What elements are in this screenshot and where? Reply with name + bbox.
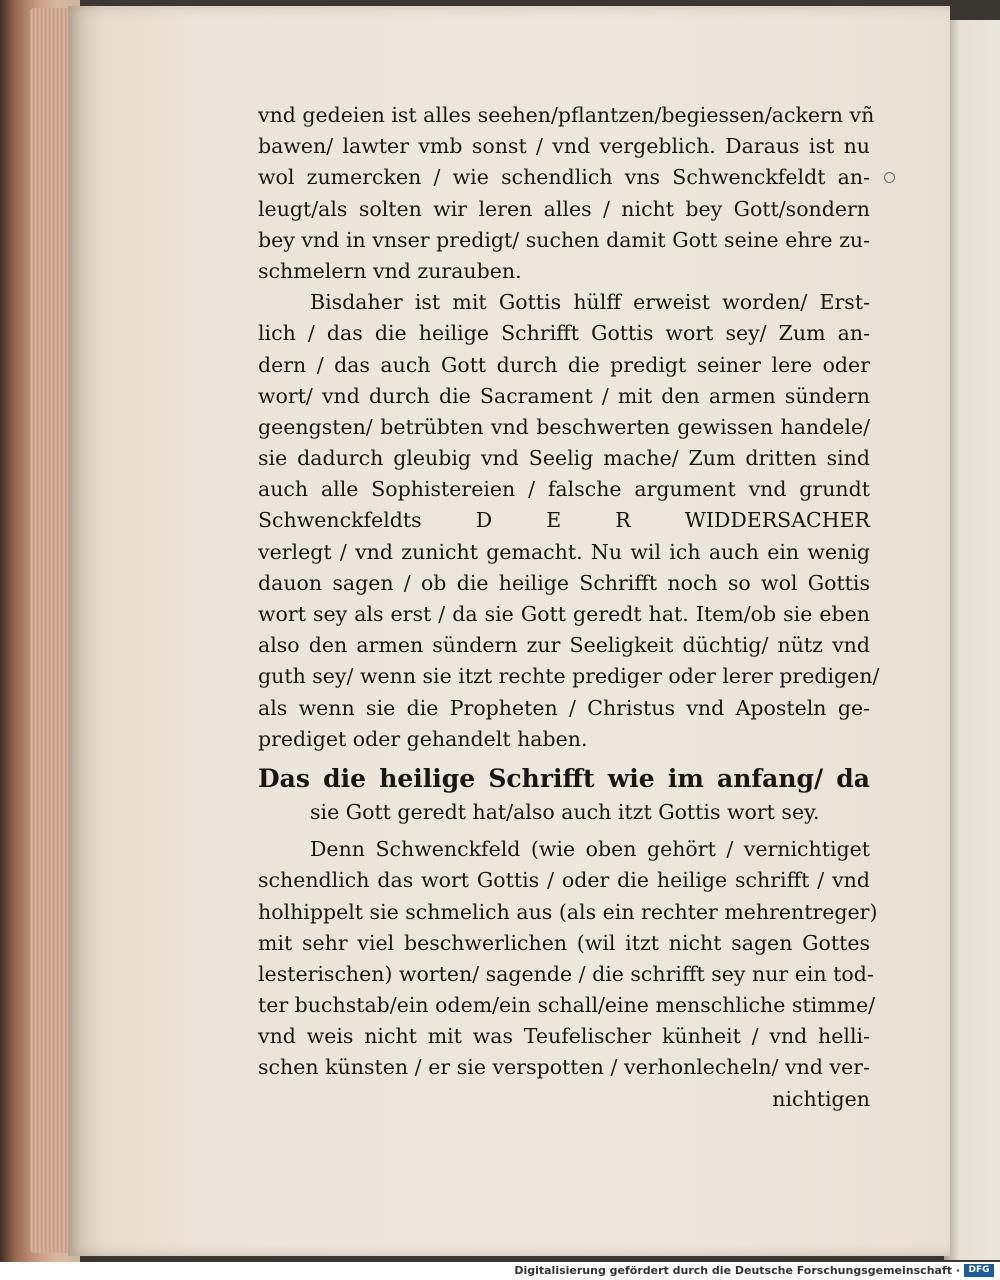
text-line: leugt/als solten wir leren alles / nicht bey Gott/sondern <box>258 196 870 221</box>
text-line: lesterischen) worten/ sagende / die schrifft sey nur ein tod- <box>258 961 874 986</box>
text-line: schendlich das wort Gottis / oder die heilige schrifft / vnd <box>258 868 870 893</box>
text-line: wort/ vnd durch die Sacrament / mit den armen sündern <box>258 383 870 408</box>
text-line: guth sey/ wenn sie itzt rechte prediger oder lerer predigen/ <box>258 664 880 689</box>
text-line: mit sehr viel beschwerlichen (wil itzt nicht sagen Gottes <box>258 930 870 955</box>
text-line: vnd gedeien ist alles seehen/pflantzen/begiessen/ackern vñ <box>258 103 875 127</box>
text-line: schen künsten / er sie verspotten / verhonlecheln/ vnd ver- <box>258 1055 870 1080</box>
text-line: holhippelt sie schmelich aus (als ein rechter mehrentreger) <box>258 899 878 924</box>
section-heading-continued: sie Gott geredt hat/also auch itzt Gottis wort sey. <box>310 799 820 824</box>
dfg-logo: DFG <box>964 1264 994 1277</box>
catchword: nichtigen <box>772 1086 870 1111</box>
margin-circle-mark <box>884 172 895 183</box>
text-line: geengsten/ betrübten vnd beschwerten gewissen handele/ <box>258 414 870 439</box>
text-line: bawen/ lawter vmb sonst / vnd vergeblich. Daraus ist nu <box>258 134 870 159</box>
text-line: ter buchstab/ein odem/ein schall/eine menschliche stimme/ <box>258 993 876 1018</box>
text-line: lich / das die heilige Schrifft Gottis wort sey/ Zum an- <box>258 321 870 346</box>
text-line: Schwenckfeldts D E R WIDDERSACHER <box>258 508 870 533</box>
text-line: prediget oder gehandelt haben. <box>258 726 588 751</box>
text-line: dauon sagen / ob die heilige Schrifft noch so wol Gottis <box>258 570 870 595</box>
text-line: auch alle Sophistereien / falsche argument vnd grundt <box>258 477 870 502</box>
text-line: als wenn sie die Propheten / Christus vnd Aposteln ge- <box>258 695 870 720</box>
section-heading: Das die heilige Schrifft wie im anfang/ da <box>258 763 870 793</box>
text-line: verlegt / vnd zunicht gemacht. Nu wil ich auch ein wenig <box>258 539 870 564</box>
facing-page-edge <box>944 20 1000 1260</box>
text-line: bey vnd in vnser predigt/ suchen damit Gott seine ehre zu- <box>258 227 870 252</box>
text-line: also den armen sündern zur Seeligkeit düchtig/ nütz vnd <box>258 633 870 658</box>
text-line: wol zumercken / wie schendlich vns Schwenckfeldt an- <box>258 165 870 190</box>
text-line: dern / das auch Gott durch die predigt seiner lere oder <box>258 352 870 377</box>
text-line: Bisdaher ist mit Gottis hülff erweist worden/ Erst- <box>310 290 870 315</box>
text-line: Denn Schwenckfeld (wie oben gehört / vernichtiget <box>310 837 870 862</box>
text-line: wort sey als erst / da sie Gott geredt hat. Item/ob sie eben <box>258 602 870 626</box>
text-line: sie dadurch gleubig vnd Seelig mache/ Zum dritten sind <box>258 446 870 471</box>
text-line: vnd weis nicht mit was Teufelischer künheit / vnd helli- <box>258 1024 870 1049</box>
text-line: schmelern vnd zurauben. <box>258 258 522 283</box>
page-text-block <box>258 100 880 1115</box>
footer-credit: Digitalisierung gefördert durch die Deutsche Forschungsgemeinschaft · <box>514 1264 960 1277</box>
